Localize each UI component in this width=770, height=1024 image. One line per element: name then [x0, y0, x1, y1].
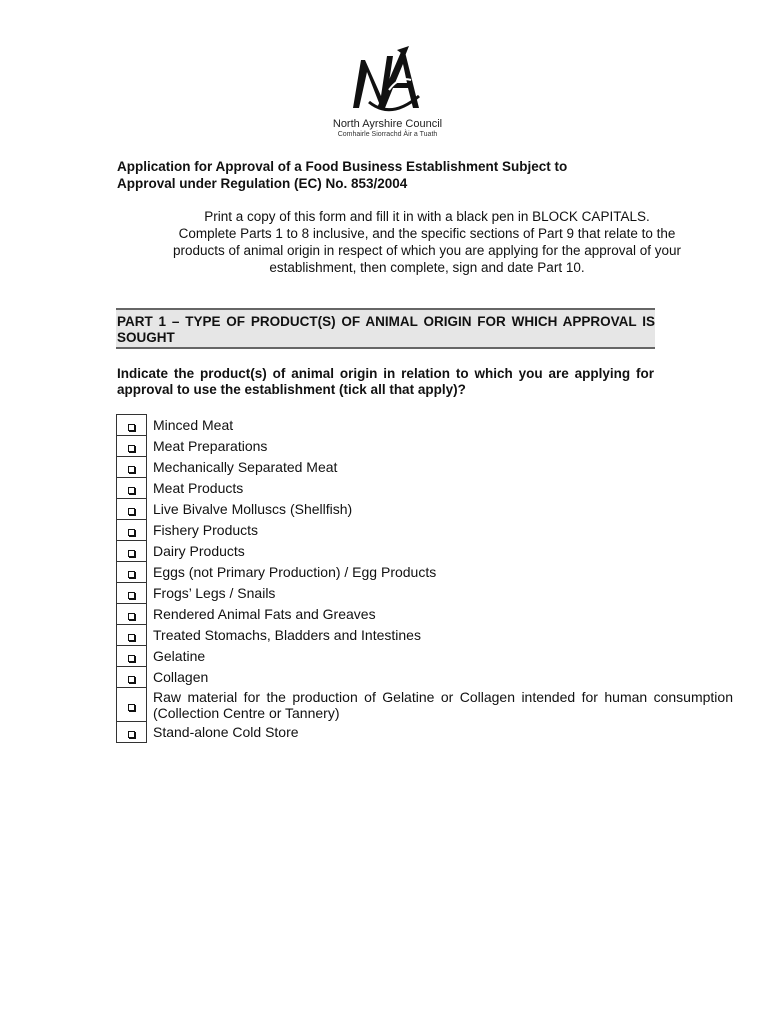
council-name: North Ayrshire Council [332, 118, 443, 130]
form-title-line-1: Application for Approval of a Food Business Establishment Subject to [117, 159, 568, 174]
instructions-line-2: Complete Parts 1 to 8 inclusive, and the specific sections of Part 9 that relate to the [178, 226, 676, 241]
product-label: Eggs (not Primary Production) / Egg Products [153, 564, 437, 580]
product-row [117, 562, 734, 583]
product-checkbox[interactable] [128, 676, 135, 683]
product-checkbox[interactable] [128, 655, 135, 662]
product-row [117, 436, 734, 457]
product-checkbox-cell [117, 541, 147, 562]
product-checkbox[interactable] [128, 508, 135, 515]
product-checkbox-cell [117, 722, 147, 743]
form-instructions [118, 208, 736, 276]
product-row [117, 457, 734, 478]
instructions-line-1: Print a copy of this form and fill it in with a black pen in BLOCK CAPITALS. [204, 209, 650, 224]
product-row [117, 646, 734, 667]
product-checkbox-cell [117, 478, 147, 499]
product-row [117, 541, 734, 562]
product-checkbox[interactable] [128, 704, 135, 711]
product-checkbox-cell [117, 646, 147, 667]
product-label: Meat Products [153, 480, 244, 496]
product-checkbox-cell [117, 436, 147, 457]
product-row [117, 667, 734, 688]
product-checkbox[interactable] [128, 613, 135, 620]
instructions-line-4: establishment, then complete, sign and date Part 10. [269, 260, 585, 275]
product-label: Mechanically Separated Meat [153, 459, 338, 475]
product-checkbox[interactable] [128, 424, 135, 431]
product-checkbox-cell [117, 415, 147, 436]
product-checkbox[interactable] [128, 634, 135, 641]
product-checkbox[interactable] [128, 592, 135, 599]
product-checkbox-cell [117, 625, 147, 646]
product-label: Meat Preparations [153, 438, 268, 454]
council-logo [300, 46, 475, 139]
product-label: Collagen [153, 669, 209, 685]
council-logo-icon [347, 46, 429, 116]
product-checkbox-cell [117, 583, 147, 604]
product-row [117, 478, 734, 499]
product-row [117, 604, 734, 625]
form-title [117, 158, 657, 192]
product-checkbox[interactable] [128, 466, 135, 473]
council-gaelic-name: Comhairle Siorrachd Àir a Tuath [337, 131, 438, 138]
product-row [117, 688, 734, 722]
product-checkbox[interactable] [128, 550, 135, 557]
product-checkbox[interactable] [128, 731, 135, 738]
product-row [117, 625, 734, 646]
product-label: Stand-alone Cold Store [153, 724, 299, 740]
product-checkbox-cell [117, 688, 147, 722]
product-row [117, 499, 734, 520]
product-checkbox-cell [117, 562, 147, 583]
product-label: Minced Meat [153, 417, 234, 433]
product-label: Dairy Products [153, 543, 245, 559]
product-checkbox-cell [117, 520, 147, 541]
part-1-heading: PART 1 – TYPE OF PRODUCT(S) OF ANIMAL ORIGIN FOR WHICH APPROVAL IS SOUGHT [116, 308, 655, 349]
product-label: Treated Stomachs, Bladders and Intestines [153, 627, 421, 643]
product-label: Raw material for the production of Gelatine or Collagen intended for human consumption (Collection Centre or Tannery) [153, 688, 733, 721]
product-row [117, 722, 734, 743]
product-label: Fishery Products [153, 522, 259, 538]
part-1-question: Indicate the product(s) of animal origin in relation to which you are applying for approval to use the establishment (tick all that apply)? [117, 366, 654, 397]
product-checkbox[interactable] [128, 529, 135, 536]
form-title-line-2: Approval under Regulation (EC) No. 853/2004 [117, 176, 408, 191]
product-label: Gelatine [153, 648, 206, 664]
product-checkbox-cell [117, 457, 147, 478]
instructions-line-3: products of animal origin in respect of which you are applying for the approval of your [172, 243, 682, 258]
product-label: Live Bivalve Molluscs (Shellfish) [153, 501, 353, 517]
product-label: Frogs’ Legs / Snails [153, 585, 276, 601]
product-checkbox-cell [117, 499, 147, 520]
product-row [117, 415, 734, 436]
product-checkbox[interactable] [128, 445, 135, 452]
product-checkbox-cell [117, 604, 147, 625]
product-checkbox[interactable] [128, 571, 135, 578]
product-checkbox[interactable] [128, 487, 135, 494]
product-row [117, 583, 734, 604]
product-checkbox-cell [117, 667, 147, 688]
product-checklist [116, 414, 734, 743]
product-label: Rendered Animal Fats and Greaves [153, 606, 376, 622]
product-row [117, 520, 734, 541]
